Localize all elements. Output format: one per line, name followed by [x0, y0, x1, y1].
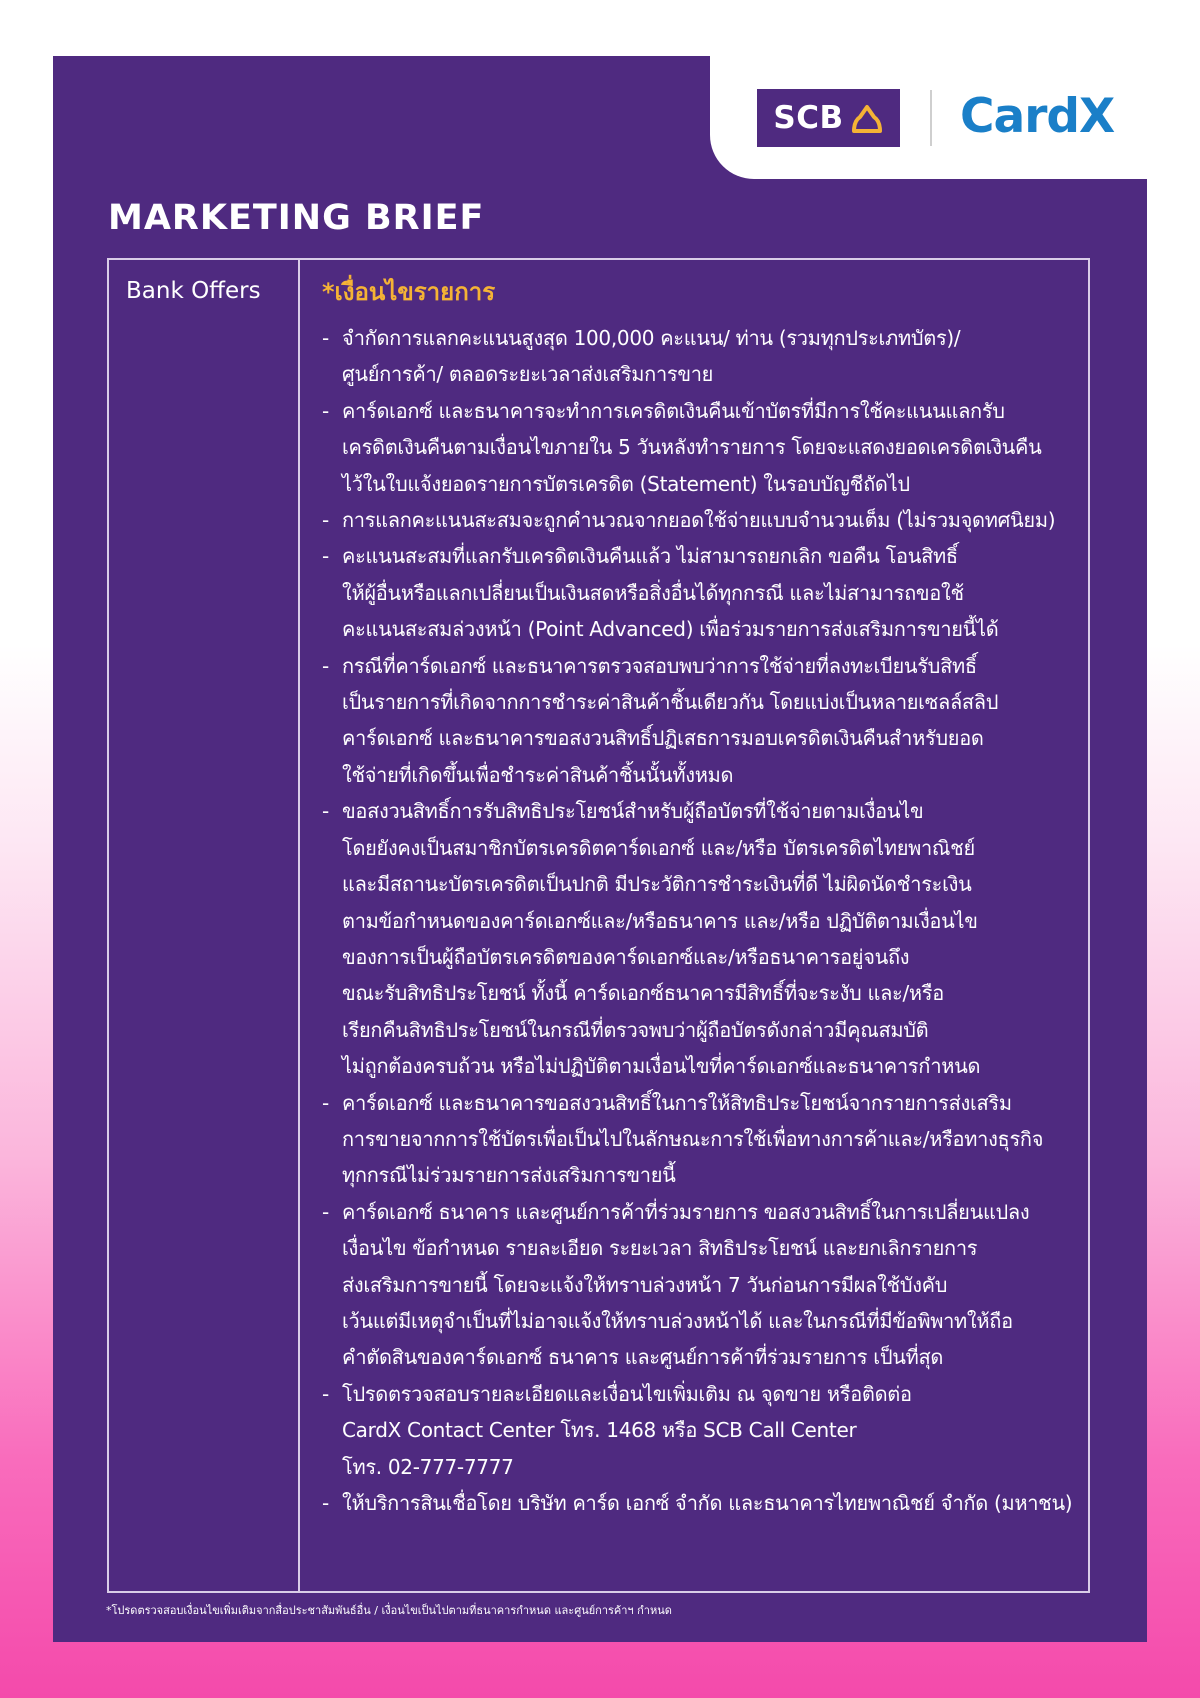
bullet-dash: - — [322, 799, 329, 824]
condition-item — [322, 1194, 1082, 1376]
condition-line: ขอสงวนสิทธิ์การรับสิทธิประโยชน์สำหรับผู้ถือบัตรที่ใช้จ่ายตามเงื่อนไข — [342, 799, 924, 824]
logo-divider — [930, 90, 932, 146]
condition-item — [322, 538, 1082, 647]
bullet-dash: - — [322, 544, 329, 569]
conditions-title: *เงื่อนไขรายการ — [322, 278, 496, 306]
condition-line: คาร์ดเอกซ์ และธนาคารขอสงวนสิทธิ์ปฏิเสธการมอบเครดิตเงินคืนสำหรับยอด — [342, 726, 984, 751]
condition-line: ให้ผู้อื่นหรือแลกเปลี่ยนเป็นเงินสดหรือสิ่งอื่นได้ทุกกรณี และไม่สามารถขอใช้ — [342, 580, 964, 605]
condition-line: ใช้จ่ายที่เกิดขึ้นเพื่อชำระค่าสินค้าชิ้นนั้นทั้งหมด — [342, 762, 734, 787]
scb-house-icon — [850, 101, 884, 135]
condition-line: การขายจากการใช้บัตรเพื่อเป็นไปในลักษณะการใช้เพื่อทางการค้าและ/หรือทางธุรกิจ — [342, 1126, 1044, 1151]
scb-logo-text: SCB — [773, 100, 844, 136]
condition-line: คาร์ดเอกซ์ ธนาคาร และศูนย์การค้าที่ร่วมรายการ ขอสงวนสิทธิ์ในการเปลี่ยนแปลง — [342, 1199, 1030, 1224]
bullet-dash: - — [322, 508, 329, 533]
condition-line: คำตัดสินของคาร์ดเอกซ์ ธนาคาร และศูนย์การค้าที่ร่วมรายการ เป็นที่สุด — [342, 1345, 944, 1370]
condition-line: ทุกกรณีไม่ร่วมรายการส่งเสริมการขายนี้ — [342, 1163, 676, 1188]
condition-item — [322, 648, 1082, 794]
condition-item — [322, 393, 1082, 502]
conditions-list — [322, 320, 1082, 1521]
condition-item — [322, 1085, 1082, 1194]
condition-line: เว้นแต่มีเหตุจำเป็นที่ไม่อาจแจ้งให้ทราบล่วงหน้าได้ และในกรณีที่มีข้อพิพาทให้ถือ — [342, 1308, 1013, 1333]
condition-line: โทร. 02-777-7777 — [342, 1454, 514, 1479]
condition-line: ไว้ในใบแจ้งยอดรายการบัตรเครดิต (Statement) ในรอบบัญชีถัดไป — [342, 471, 910, 496]
condition-line: คาร์ดเอกซ์ และธนาคารขอสงวนสิทธิ์ในการให้สิทธิประโยชน์จากรายการส่งเสริม — [342, 1090, 1012, 1115]
condition-line: ศูนย์การค้า/ ตลอดระยะเวลาส่งเสริมการขาย — [342, 362, 714, 387]
condition-line: เป็นรายการที่เกิดจากการชำระค่าสินค้าชิ้นเดียวกัน โดยแบ่งเป็นหลายเซลล์สลิป — [342, 690, 999, 715]
condition-line: ส่งเสริมการขายนี้ โดยจะแจ้งให้ทราบล่วงหน้า 7 วันก่อนการมีผลใช้บังคับ — [342, 1272, 948, 1297]
brief-table — [107, 258, 1090, 1593]
condition-line: ไม่ถูกต้องครบถ้วน หรือไม่ปฏิบัติตามเงื่อนไขที่คาร์ดเอกซ์และธนาคารกำหนด — [342, 1054, 981, 1079]
condition-line: CardX Contact Center โทร. 1468 หรือ SCB Call Center — [342, 1418, 857, 1443]
condition-item — [322, 502, 1082, 538]
bullet-dash: - — [322, 653, 329, 678]
condition-line: โดยยังคงเป็นสมาชิกบัตรเครดิตคาร์ดเอกซ์ และ/หรือ บัตรเครดิตไทยพาณิชย์ — [342, 835, 975, 860]
footnote: *โปรดตรวจสอบเงื่อนไขเพิ่มเติมจากสื่อประชาสัมพันธ์อื่น / เงื่อนไขเป็นไปตามที่ธนาคารกำหนด และศูนย์การค้าฯ กำหนด — [106, 1604, 672, 1617]
condition-line: กรณีที่คาร์ดเอกซ์ และธนาคารตรวจสอบพบว่าการใช้จ่ายที่ลงทะเบียนรับสิทธิ์ — [342, 653, 977, 678]
bullet-dash: - — [322, 1199, 329, 1224]
condition-line: คะแนนสะสมที่แลกรับเครดิตเงินคืนแล้ว ไม่สามารถยกเลิก ขอคืน โอนสิทธิ์ — [342, 544, 958, 569]
bullet-dash: - — [322, 1381, 329, 1406]
cardx-logo: CardX — [960, 89, 1115, 144]
bullet-dash: - — [322, 326, 329, 350]
condition-line: ขณะรับสิทธิประโยชน์ ทั้งนี้ คาร์ดเอกซ์ธนาคารมีสิทธิ์ที่จะระงับ และ/หรือ — [342, 981, 944, 1006]
bullet-dash: - — [322, 398, 329, 423]
row-label-bank-offers: Bank Offers — [126, 278, 261, 304]
scb-logo — [757, 89, 900, 147]
bullet-dash: - — [322, 1491, 329, 1515]
column-divider — [298, 260, 300, 1591]
condition-line: โปรดตรวจสอบรายละเอียดและเงื่อนไขเพิ่มเติม ณ จุดขาย หรือติดต่อ — [342, 1381, 912, 1406]
condition-line: ของการเป็นผู้ถือบัตรเครดิตของคาร์ดเอกซ์และ/หรือธนาคารอยู่จนถึง — [342, 944, 910, 969]
page-title: MARKETING BRIEF — [108, 198, 485, 238]
condition-item — [322, 320, 1082, 393]
condition-line: และมีสถานะบัตรเครดิตเป็นปกติ มีประวัติการชำระเงินที่ดี ไม่ผิดนัดชำระเงิน — [342, 872, 972, 897]
condition-line: คะแนนสะสมล่วงหน้า (Point Advanced) เพื่อร่วมรายการส่งเสริมการขายนี้ได้ — [342, 617, 999, 642]
conditions-cell — [322, 274, 1082, 1521]
condition-item — [322, 1485, 1082, 1521]
condition-line: เรียกคืนสิทธิประโยชน์ในกรณีที่ตรวจพบว่าผู้ถือบัตรดังกล่าวมีคุณสมบัติ — [342, 1017, 929, 1042]
condition-item — [322, 1376, 1082, 1485]
condition-line: คาร์ดเอกซ์ และธนาคารจะทำการเครดิตเงินคืนเข้าบัตรที่มีการใช้คะแนนแลกรับ — [342, 398, 1005, 423]
condition-line: ให้บริการสินเชื่อโดย บริษัท คาร์ด เอกซ์ จำกัด และธนาคารไทยพาณิชย์ จำกัด (มหาชน) — [342, 1491, 1073, 1515]
logo-header — [710, 56, 1147, 179]
condition-line: การแลกคะแนนสะสมจะถูกคำนวณจากยอดใช้จ่ายแบบจำนวนเต็ม (ไม่รวมจุดทศนิยม) — [342, 508, 1056, 533]
bullet-dash: - — [322, 1090, 329, 1115]
condition-item — [322, 793, 1082, 1084]
condition-line: จำกัดการแลกคะแนนสูงสุด 100,000 คะแนน/ ท่าน (รวมทุกประเภทบัตร)/ — [342, 326, 961, 350]
condition-line: ตามข้อกำหนดของคาร์ดเอกซ์และ/หรือธนาคาร และ/หรือ ปฏิบัติตามเงื่อนไข — [342, 908, 978, 933]
condition-line: เครดิตเงินคืนตามเงื่อนไขภายใน 5 วันหลังทำรายการ โดยจะแสดงยอดเครดิตเงินคืน — [342, 435, 1042, 460]
condition-line: เงื่อนไข ข้อกำหนด รายละเอียด ระยะเวลา สิทธิประโยชน์ และยกเลิกรายการ — [342, 1236, 978, 1261]
